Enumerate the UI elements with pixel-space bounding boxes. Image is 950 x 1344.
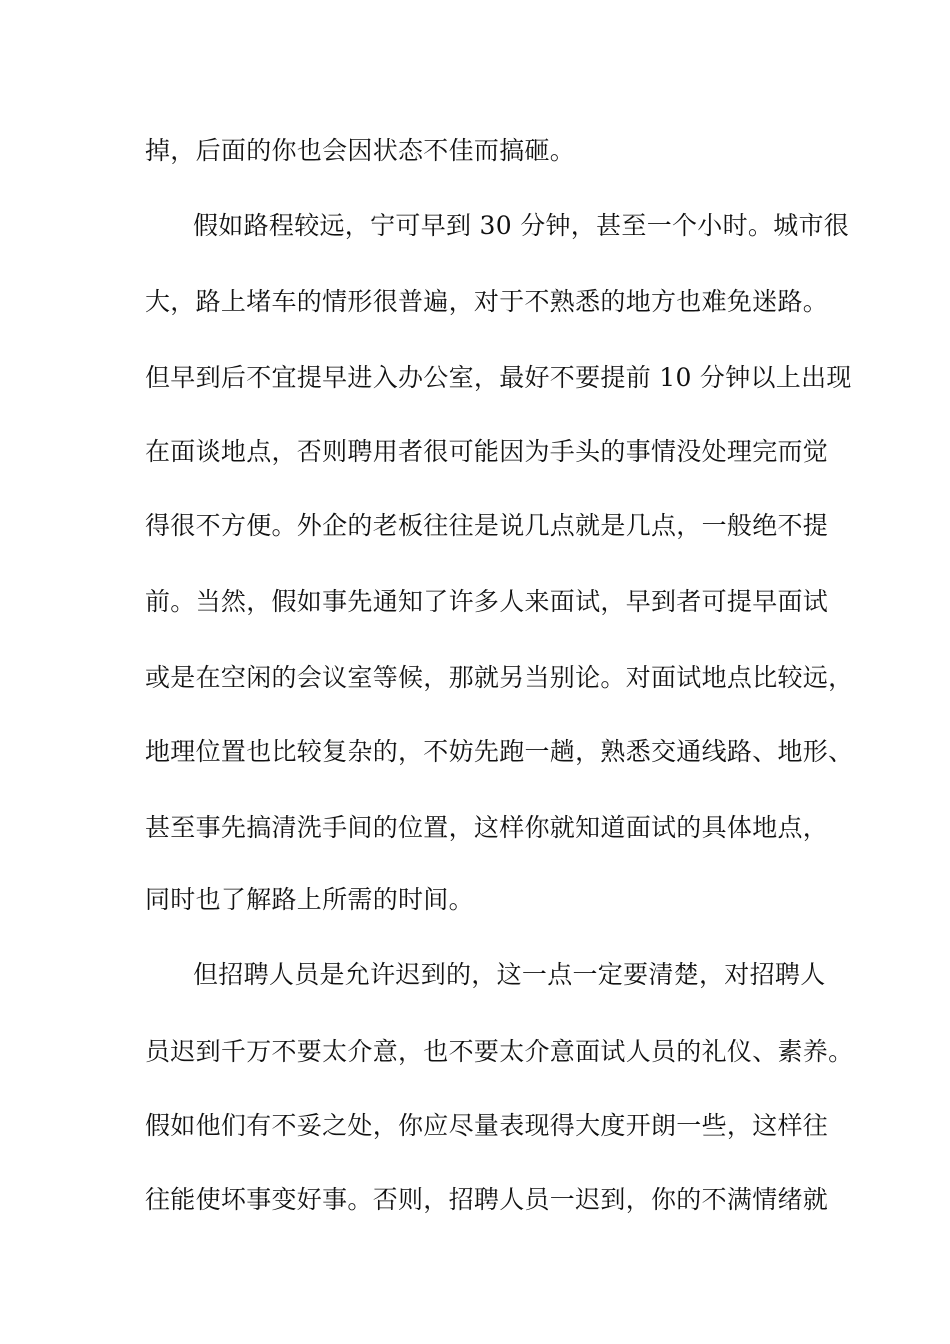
text-line-13: 员迟到千万不要太介意，也不要太介意面试人员的礼仪、素养。 xyxy=(145,1037,854,1066)
text-line-6: 得很不方便。外企的老板往往是说几点就是几点，一般绝不提 xyxy=(145,511,829,540)
text-line-3: 大，路上堵车的情形很普遍，对于不熟悉的地方也难免迷路。 xyxy=(145,287,829,316)
text-line-9: 地理位置也比较复杂的，不妨先跑一趟，熟悉交通线路、地形、 xyxy=(145,737,854,766)
text-line-5: 在面谈地点，否则聘用者很可能因为手头的事情没处理完而觉 xyxy=(145,437,829,466)
text-line-14: 假如他们有不妥之处，你应尽量表现得大度开朗一些，这样往 xyxy=(145,1111,829,1140)
text-line-11: 同时也了解路上所需的时间。 xyxy=(145,885,474,914)
text-line-8: 或是在空闲的会议室等候，那就另当别论。对面试地点比较远， xyxy=(145,663,854,692)
text-line-7: 前。当然，假如事先通知了许多人来面试，早到者可提早面试 xyxy=(145,587,829,616)
text-line-12: 但招聘人员是允许迟到的，这一点一定要清楚，对招聘人 xyxy=(193,960,826,989)
text-line-10: 甚至事先搞清洗手间的位置，这样你就知道面试的具体地点， xyxy=(145,813,829,842)
text-line-1: 掉，后面的你也会因状态不佳而搞砸。 xyxy=(145,136,576,165)
text-line-2: 假如路程较远，宁可早到 30 分钟，甚至一个小时。城市很 xyxy=(193,211,850,240)
text-line-15: 往能使坏事变好事。否则，招聘人员一迟到，你的不满情绪就 xyxy=(145,1185,829,1214)
text-line-4: 但早到后不宜提早进入办公室，最好不要提前 10 分钟以上出现 xyxy=(145,363,852,392)
